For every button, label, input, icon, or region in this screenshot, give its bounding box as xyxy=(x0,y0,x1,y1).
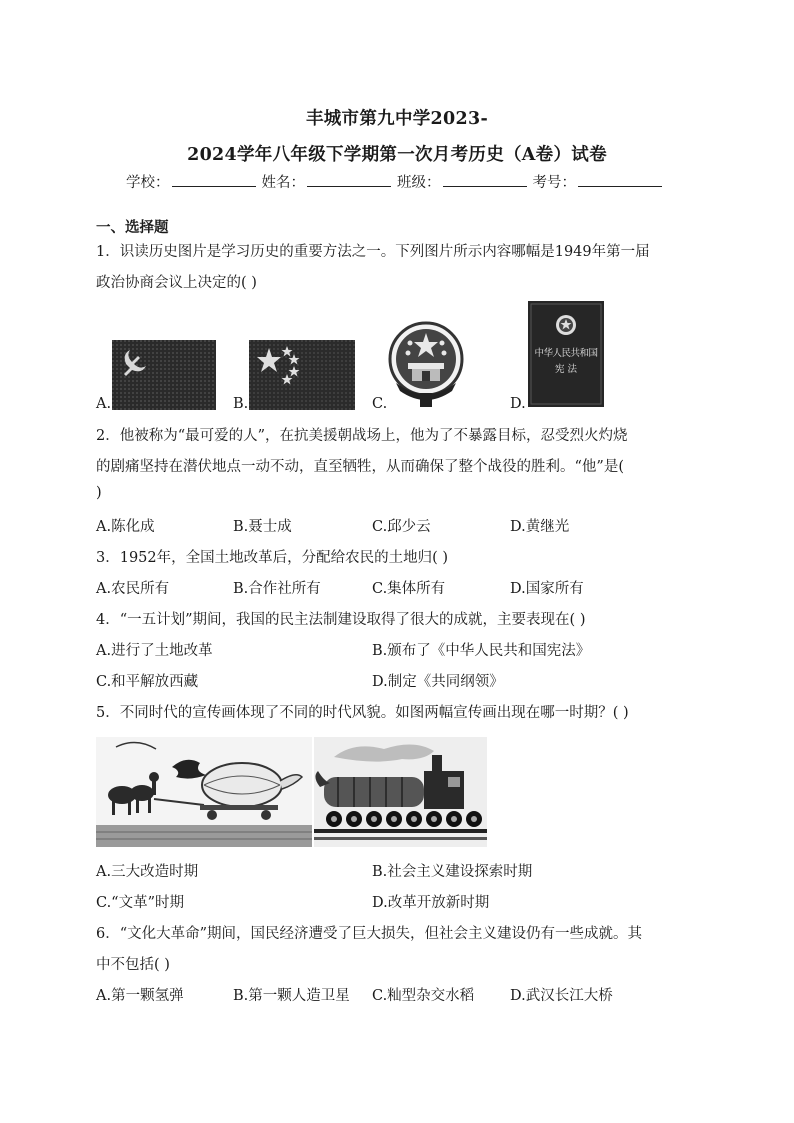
section-heading: 一、选择题 xyxy=(96,220,169,236)
q2-option-c[interactable]: C.邱少云 xyxy=(372,519,431,535)
national-flag-image xyxy=(249,340,355,410)
question-6-text: 6．“文化大革命”期间，国民经济遭受了巨大损失，但社会主义建设仍有一些成就。其 xyxy=(96,926,643,942)
exam-title-line-1: 丰城市第九中学2023- xyxy=(305,109,489,129)
exam-title-line-2: 2024学年八年级下学期第一次月考历史（A卷）试卷 xyxy=(187,145,607,165)
q6-option-c[interactable]: C.籼型杂交水稻 xyxy=(372,988,475,1004)
q5-option-d[interactable]: D.改革开放新时期 xyxy=(372,895,490,911)
question-4-text: 4．“一五计划”期间，我国的民主法制建设取得了很大的成就，主要表现在( ) xyxy=(96,612,586,628)
party-flag-image xyxy=(112,340,216,410)
q4-option-c[interactable]: C.和平解放西藏 xyxy=(96,674,199,690)
q1-option-b-label[interactable]: B. xyxy=(233,396,249,412)
exam-no-blank[interactable] xyxy=(578,174,662,187)
class-label: 班级： xyxy=(397,175,441,191)
q5-option-a[interactable]: A.三大改造时期 xyxy=(96,864,199,880)
question-1-text-cont: 政治协商会议上决定的( ) xyxy=(96,275,257,291)
name-label: 姓名： xyxy=(261,175,305,191)
q3-option-a[interactable]: A.农民所有 xyxy=(96,581,170,597)
school-label: 学校： xyxy=(126,175,170,191)
q4-option-a[interactable]: A.进行了土地改革 xyxy=(96,643,213,659)
q2-option-a[interactable]: A.陈化成 xyxy=(96,519,155,535)
q5-option-b[interactable]: B.社会主义建设探索时期 xyxy=(372,864,533,880)
q3-option-b[interactable]: B.合作社所有 xyxy=(233,581,321,597)
constitution-subtitle: 宪 法 xyxy=(554,364,578,375)
constitution-title: 中华人民共和国 xyxy=(534,348,598,359)
question-5-text: 5．不同时代的宣传画体现了不同的时代风貌。如图两幅宣传画出现在哪一时期？( ) xyxy=(96,705,629,721)
q1-option-c-label[interactable]: C. xyxy=(372,396,388,412)
exam-no-label: 考号： xyxy=(532,175,576,191)
q4-option-d[interactable]: D.制定《共同纲领》 xyxy=(372,674,504,690)
q1-option-d-label[interactable]: D. xyxy=(510,396,526,412)
question-1-text: 1．识读历史图片是学习历史的重要方法之一。下列图片所示内容哪幅是1949年第一届 xyxy=(96,244,650,260)
class-blank[interactable] xyxy=(443,174,527,187)
name-blank[interactable] xyxy=(307,174,391,187)
q6-option-b[interactable]: B.第一颗人造卫星 xyxy=(233,988,350,1004)
question-2-text-cont: 的剧痛坚持在潜伏地点一动不动，直至牺牲，从而确保了整个战役的胜利。“他”是( xyxy=(96,459,624,475)
national-emblem-image xyxy=(386,313,466,410)
q6-option-d[interactable]: D.武汉长江大桥 xyxy=(510,988,613,1004)
question-2-text-cont2: ) xyxy=(96,485,102,501)
q1-option-a-label[interactable]: A. xyxy=(96,396,112,412)
q2-option-d[interactable]: D.黄继光 xyxy=(510,519,570,535)
q5-option-c[interactable]: C.“文革”时期 xyxy=(96,895,185,911)
q3-option-d[interactable]: D.国家所有 xyxy=(510,581,584,597)
propaganda-ox-cart-image xyxy=(96,737,312,847)
question-6-text-cont: 中不包括( ) xyxy=(96,957,170,973)
constitution-book-image xyxy=(528,301,604,407)
question-3-text: 3．1952年，全国土地改革后，分配给农民的土地归( ) xyxy=(96,550,449,566)
school-blank[interactable] xyxy=(172,174,256,187)
q6-option-a[interactable]: A.第一颗氢弹 xyxy=(96,988,184,1004)
student-info-row xyxy=(0,171,794,192)
question-2-text: 2．他被称为“最可爱的人”，在抗美援朝战场上，他为了不暴露目标，忍受烈火灼烧 xyxy=(96,428,628,444)
propaganda-train-image xyxy=(314,737,487,847)
q4-option-b[interactable]: B.颁布了《中华人民共和国宪法》 xyxy=(372,643,591,659)
q2-option-b[interactable]: B.聂士成 xyxy=(233,519,292,535)
q3-option-c[interactable]: C.集体所有 xyxy=(372,581,446,597)
